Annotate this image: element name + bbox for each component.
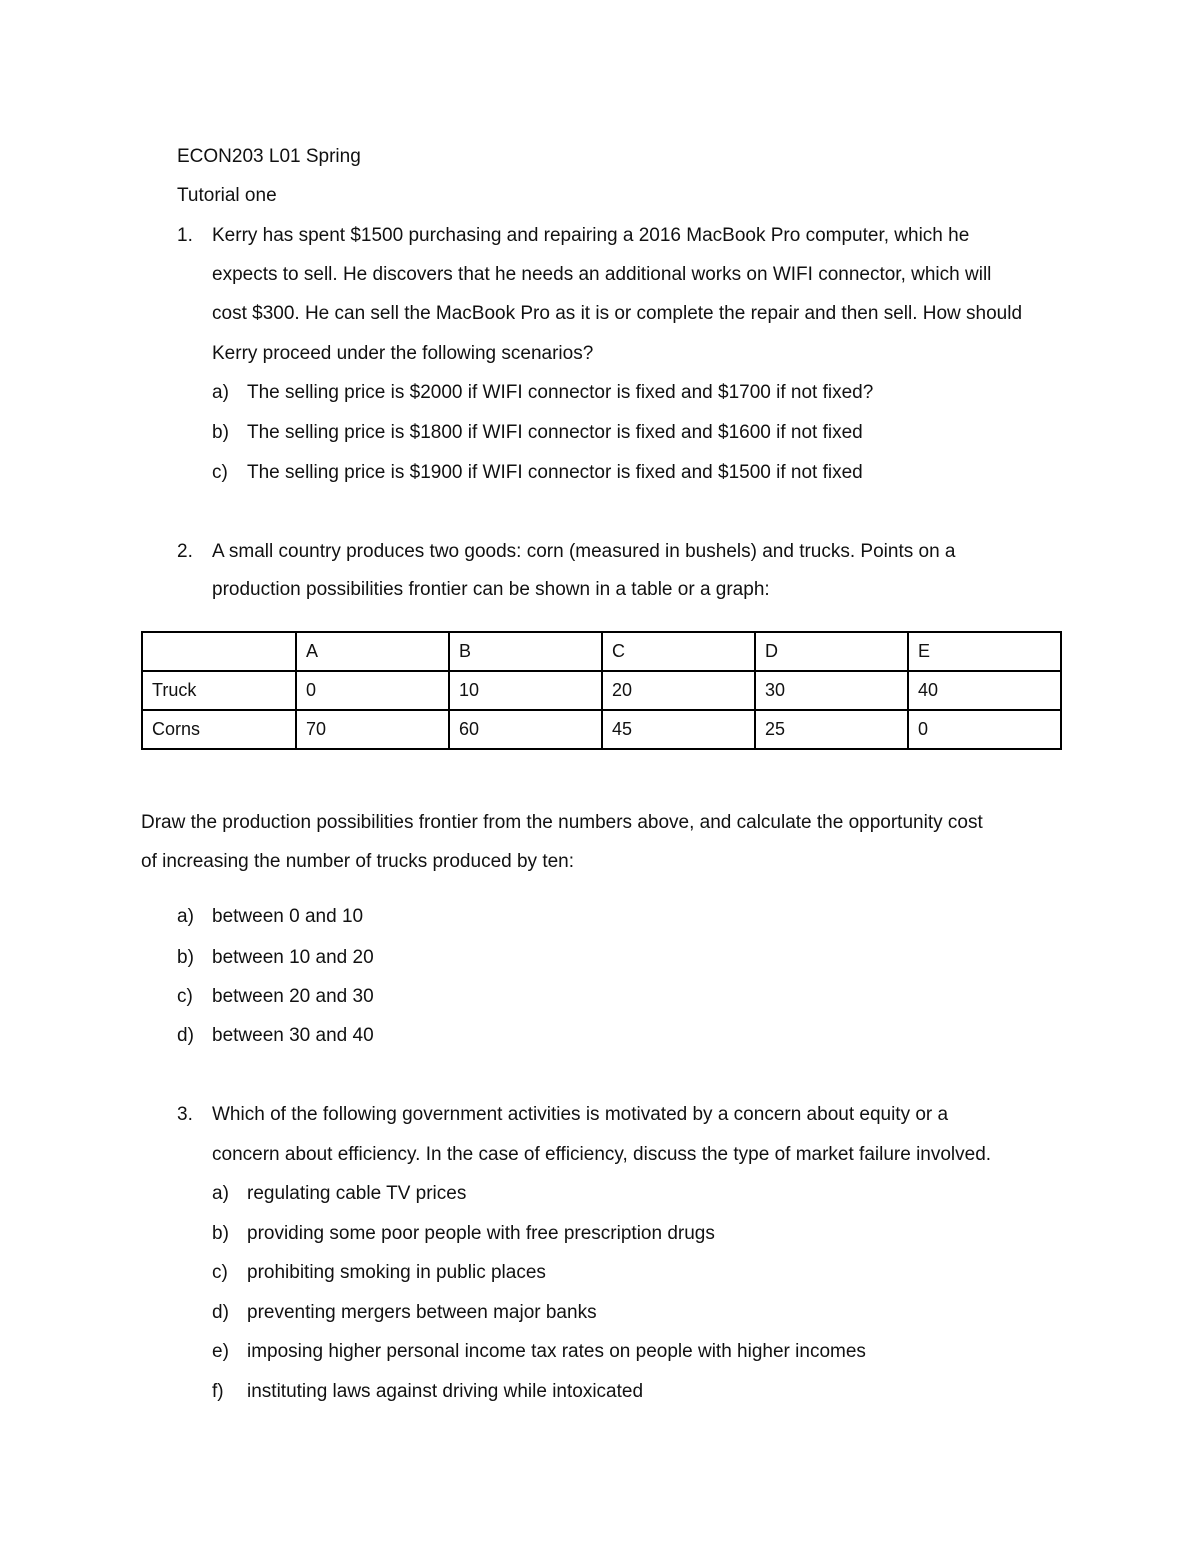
table-cell: 70 [296,710,449,749]
q2-option-d-label: d) [177,1025,194,1046]
q3-line-2: concern about efficiency. In the case of efficiency, discuss the type of market failure involved. [212,1144,992,1165]
table-row [142,710,1061,749]
q3-option-a-text: regulating cable TV prices [247,1183,467,1204]
q3-option-a-label: a) [212,1183,229,1204]
q2-instruction-1: Draw the production possibilities frontier from the numbers above, and calculate the opportunity cost [141,812,983,833]
q3-option-f-label: f) [212,1381,224,1402]
table-cell: 60 [449,710,602,749]
q2-instruction-2: of increasing the number of trucks produced by ten: [141,851,575,872]
q2-option-d-text: between 30 and 40 [212,1025,374,1046]
table-cell: Truck [142,671,296,710]
q1-line-4: Kerry proceed under the following scenarios? [212,343,594,364]
q1-option-c-text: The selling price is $1900 if WIFI connector is fixed and $1500 if not fixed [247,462,863,483]
q2-option-a-label: a) [177,906,194,927]
q3-option-c-text: prohibiting smoking in public places [247,1262,546,1283]
table-header-cell: E [908,632,1061,671]
q3-option-c-label: c) [212,1262,228,1283]
table-header-cell: D [755,632,908,671]
table-cell: 45 [602,710,755,749]
table-header-cell: C [602,632,755,671]
q1-option-c-label: c) [212,462,228,483]
q3-option-e-label: e) [212,1341,229,1362]
q2-line-2: production possibilities frontier can be shown in a table or a graph: [212,579,770,600]
q3-option-b-text: providing some poor people with free prescription drugs [247,1223,715,1244]
table-cell: Corns [142,710,296,749]
q3-option-f-text: instituting laws against driving while intoxicated [247,1381,644,1402]
q2-option-c-label: c) [177,986,193,1007]
q3-line-1: Which of the following government activities is motivated by a concern about equity or a [212,1104,949,1125]
q3-option-e-text: imposing higher personal income tax rates on people with higher incomes [247,1341,866,1362]
q2-option-c-text: between 20 and 30 [212,986,374,1007]
q1-line-3: cost $300. He can sell the MacBook Pro as it is or complete the repair and then sell. How should [212,303,1023,324]
q3-number: 3. [177,1104,193,1125]
q1-line-1: Kerry has spent $1500 purchasing and repairing a 2016 MacBook Pro computer, which he [212,225,970,246]
table-cell: 0 [908,710,1061,749]
q2-option-b-label: b) [177,947,194,968]
course-title: ECON203 L01 Spring [177,146,361,167]
q3-option-d-label: d) [212,1302,229,1323]
ppf-table [141,631,1062,750]
q3-option-b-label: b) [212,1223,229,1244]
q3-option-d-text: preventing mergers between major banks [247,1302,597,1323]
table-header-cell [142,632,296,671]
q1-option-a-text: The selling price is $2000 if WIFI connector is fixed and $1700 if not fixed? [247,382,874,403]
tutorial-subtitle: Tutorial one [177,185,277,206]
table-cell: 10 [449,671,602,710]
table-row [142,671,1061,710]
q1-option-b-text: The selling price is $1800 if WIFI connector is fixed and $1600 if not fixed [247,422,863,443]
table-cell: 20 [602,671,755,710]
q1-option-a-label: a) [212,382,229,403]
q2-option-a-text: between 0 and 10 [212,906,364,927]
table-cell: 30 [755,671,908,710]
table-header-row [142,632,1061,671]
q2-line-1: A small country produces two goods: corn (measured in bushels) and trucks. Points on a [212,541,956,562]
table-cell: 40 [908,671,1061,710]
table-header-cell: A [296,632,449,671]
q1-number: 1. [177,225,193,246]
table-header-cell: B [449,632,602,671]
table-cell: 0 [296,671,449,710]
q1-line-2: expects to sell. He discovers that he needs an additional works on WIFI connector, which will [212,264,992,285]
q2-number: 2. [177,541,193,562]
q1-option-b-label: b) [212,422,229,443]
table-cell: 25 [755,710,908,749]
q2-option-b-text: between 10 and 20 [212,947,374,968]
